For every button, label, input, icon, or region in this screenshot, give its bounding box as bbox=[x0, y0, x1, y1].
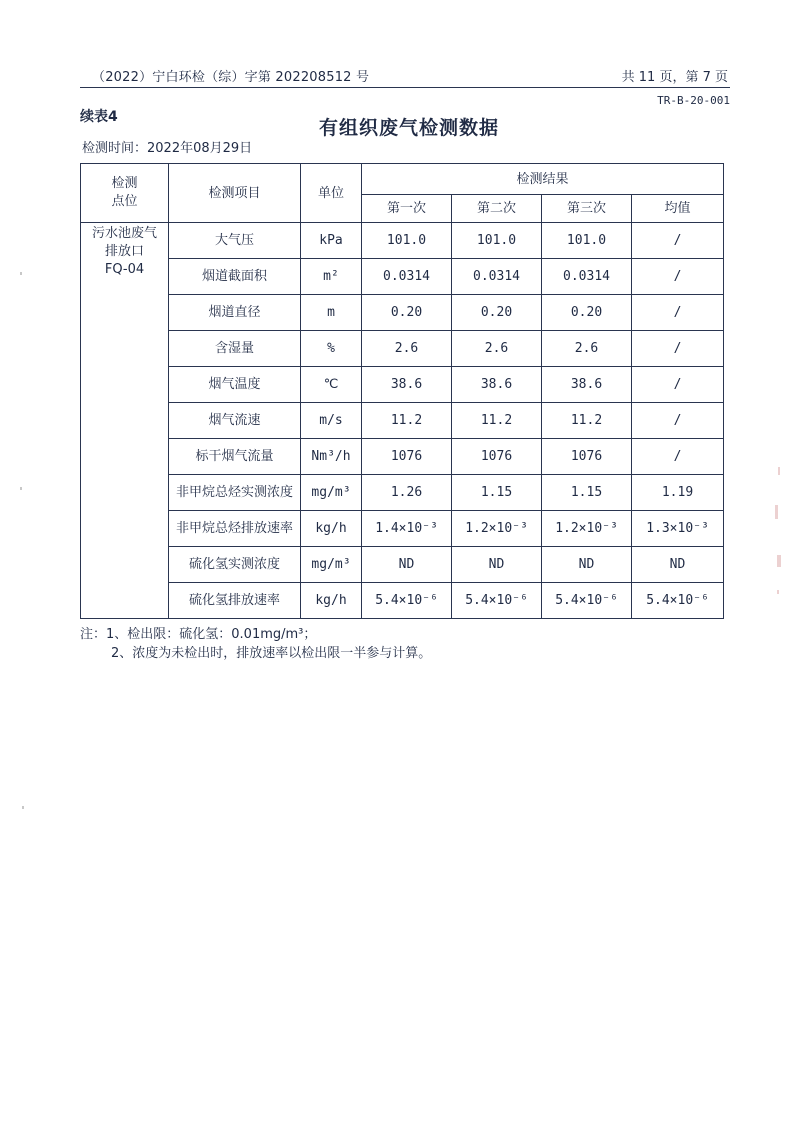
table-header-row bbox=[81, 164, 724, 195]
site-line3: FQ-04 bbox=[104, 262, 145, 277]
cell-average: / bbox=[632, 439, 724, 475]
site-line2: 排放口 bbox=[104, 244, 144, 259]
table-row bbox=[81, 511, 724, 547]
site-cell bbox=[81, 223, 169, 619]
cell-second: 0.0314 bbox=[452, 259, 542, 295]
cell-third: 11.2 bbox=[542, 403, 632, 439]
cell-item: 硫化氢实测浓度 bbox=[169, 547, 301, 583]
test-time: 检测时间：2022年08月29日 bbox=[82, 141, 253, 156]
note-line-1: 注：1、检出限：硫化氢：0.01mg/m³； bbox=[80, 627, 317, 642]
cell-item: 含湿量 bbox=[169, 331, 301, 367]
scan-dot bbox=[20, 487, 22, 490]
cell-second: 0.20 bbox=[452, 295, 542, 331]
cell-third: 2.6 bbox=[542, 331, 632, 367]
cell-first: 1.4×10⁻³ bbox=[362, 511, 452, 547]
cell-unit: % bbox=[301, 331, 362, 367]
header-unit: 单位 bbox=[301, 164, 362, 223]
table-row bbox=[81, 295, 724, 331]
margin-mark bbox=[777, 555, 781, 567]
cell-second: 5.4×10⁻⁶ bbox=[452, 583, 542, 619]
cell-first: 101.0 bbox=[362, 223, 452, 259]
header-third: 第三次 bbox=[542, 195, 632, 223]
cell-third: 1076 bbox=[542, 439, 632, 475]
table-label: 续表4 bbox=[80, 109, 118, 125]
emission-data-table bbox=[80, 163, 724, 619]
table-row bbox=[81, 223, 724, 259]
margin-mark bbox=[775, 505, 778, 519]
cell-average: / bbox=[632, 403, 724, 439]
cell-item: 烟道直径 bbox=[169, 295, 301, 331]
page-title: 有组织废气检测数据 bbox=[318, 117, 499, 139]
report-number: （2022）宁白环检（综）字第 202208512 号 bbox=[92, 70, 370, 85]
header-average: 均值 bbox=[632, 195, 724, 223]
cell-second: ND bbox=[452, 547, 542, 583]
cell-first: ND bbox=[362, 547, 452, 583]
cell-second: 2.6 bbox=[452, 331, 542, 367]
cell-average: 5.4×10⁻⁶ bbox=[632, 583, 724, 619]
cell-unit: kg/h bbox=[301, 583, 362, 619]
cell-first: 1076 bbox=[362, 439, 452, 475]
cell-item: 烟道截面积 bbox=[169, 259, 301, 295]
table-row bbox=[81, 583, 724, 619]
table-row bbox=[81, 403, 724, 439]
header-second: 第二次 bbox=[452, 195, 542, 223]
cell-first: 2.6 bbox=[362, 331, 452, 367]
cell-item: 烟气流速 bbox=[169, 403, 301, 439]
cell-item: 非甲烷总烃实测浓度 bbox=[169, 475, 301, 511]
note-line-2: 2、浓度为未检出时，排放速率以检出限一半参与计算。 bbox=[111, 646, 432, 661]
cell-unit: mg/m³ bbox=[301, 475, 362, 511]
cell-unit: kPa bbox=[301, 223, 362, 259]
cell-average: 1.19 bbox=[632, 475, 724, 511]
header-site: 检测 点位 bbox=[81, 164, 169, 223]
cell-first: 0.20 bbox=[362, 295, 452, 331]
site-line1: 污水池废气 bbox=[91, 226, 157, 241]
table-row bbox=[81, 475, 724, 511]
cell-item: 硫化氢排放速率 bbox=[169, 583, 301, 619]
cell-third: 0.20 bbox=[542, 295, 632, 331]
notes bbox=[80, 625, 431, 663]
cell-third: 1.2×10⁻³ bbox=[542, 511, 632, 547]
cell-unit: m bbox=[301, 295, 362, 331]
cell-unit: Nm³/h bbox=[301, 439, 362, 475]
cell-average: / bbox=[632, 367, 724, 403]
cell-item: 大气压 bbox=[169, 223, 301, 259]
form-code: TR-B-20-001 bbox=[657, 94, 730, 107]
header-first: 第一次 bbox=[362, 195, 452, 223]
cell-unit: m/s bbox=[301, 403, 362, 439]
cell-third: 5.4×10⁻⁶ bbox=[542, 583, 632, 619]
table-row bbox=[81, 331, 724, 367]
cell-average: 1.3×10⁻³ bbox=[632, 511, 724, 547]
cell-third: 38.6 bbox=[542, 367, 632, 403]
table-row bbox=[81, 367, 724, 403]
cell-second: 101.0 bbox=[452, 223, 542, 259]
cell-average: ND bbox=[632, 547, 724, 583]
table-row bbox=[81, 439, 724, 475]
cell-item: 烟气温度 bbox=[169, 367, 301, 403]
cell-second: 1.2×10⁻³ bbox=[452, 511, 542, 547]
cell-first: 38.6 bbox=[362, 367, 452, 403]
header-item: 检测项目 bbox=[169, 164, 301, 223]
cell-unit: mg/m³ bbox=[301, 547, 362, 583]
cell-third: ND bbox=[542, 547, 632, 583]
cell-first: 1.26 bbox=[362, 475, 452, 511]
cell-unit: m² bbox=[301, 259, 362, 295]
cell-unit: kg/h bbox=[301, 511, 362, 547]
cell-first: 5.4×10⁻⁶ bbox=[362, 583, 452, 619]
scan-dot bbox=[20, 272, 22, 275]
cell-third: 1.15 bbox=[542, 475, 632, 511]
cell-third: 0.0314 bbox=[542, 259, 632, 295]
page-info: 共 11 页，第 7 页 bbox=[621, 70, 728, 85]
cell-first: 0.0314 bbox=[362, 259, 452, 295]
cell-average: / bbox=[632, 223, 724, 259]
cell-third: 101.0 bbox=[542, 223, 632, 259]
cell-second: 11.2 bbox=[452, 403, 542, 439]
header-divider bbox=[80, 87, 730, 88]
scan-dot bbox=[22, 806, 24, 809]
cell-item: 标干烟气流量 bbox=[169, 439, 301, 475]
header-results: 检测结果 bbox=[362, 164, 724, 195]
cell-second: 1.15 bbox=[452, 475, 542, 511]
cell-unit: ℃ bbox=[301, 367, 362, 403]
cell-average: / bbox=[632, 259, 724, 295]
cell-second: 38.6 bbox=[452, 367, 542, 403]
cell-average: / bbox=[632, 295, 724, 331]
cell-item: 非甲烷总烃排放速率 bbox=[169, 511, 301, 547]
cell-first: 11.2 bbox=[362, 403, 452, 439]
table-row bbox=[81, 547, 724, 583]
margin-mark bbox=[778, 467, 780, 475]
table-row bbox=[81, 259, 724, 295]
margin-mark bbox=[777, 590, 779, 594]
cell-second: 1076 bbox=[452, 439, 542, 475]
cell-average: / bbox=[632, 331, 724, 367]
